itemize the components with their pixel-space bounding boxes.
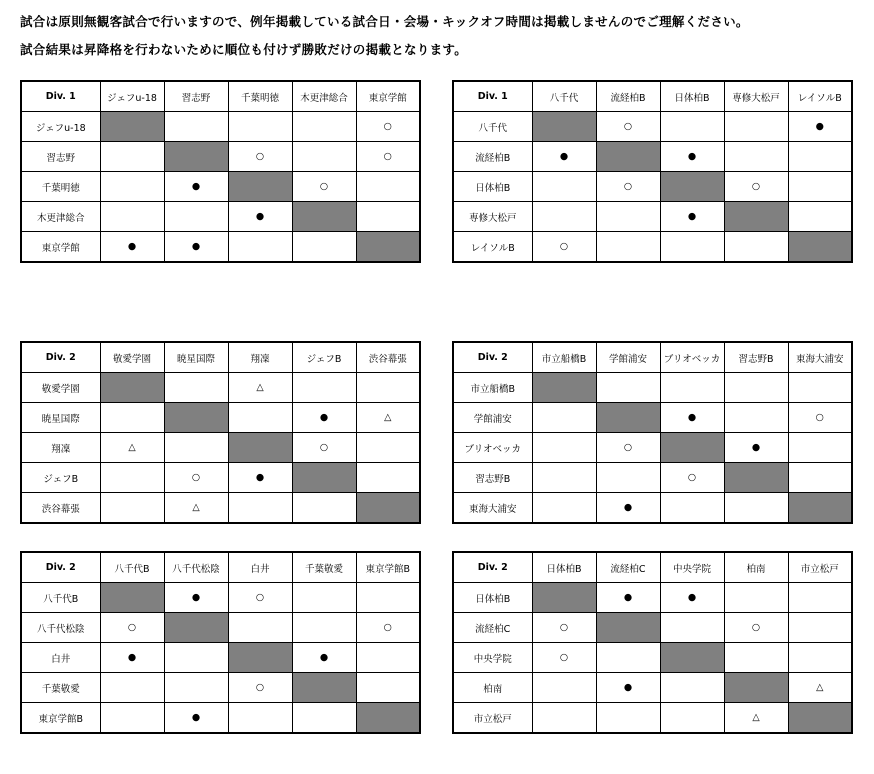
- league-table-div1-b: [452, 80, 853, 263]
- result-cell: △: [228, 373, 292, 403]
- table-row: [21, 142, 420, 172]
- result-cell: [292, 493, 356, 524]
- result-cell: [100, 493, 164, 524]
- result-cell: ●: [100, 232, 164, 263]
- result-cell: [164, 202, 228, 232]
- self-match-cell: [596, 613, 660, 643]
- result-cell: ○: [724, 613, 788, 643]
- self-match-cell: [100, 373, 164, 403]
- result-cell: [788, 142, 852, 172]
- result-cell: △: [788, 673, 852, 703]
- result-cell: [724, 232, 788, 263]
- result-cell: [356, 202, 420, 232]
- result-cell: [100, 403, 164, 433]
- column-team-name: 東海大浦安: [788, 342, 852, 373]
- column-team-name: 中央学院: [660, 552, 724, 583]
- row-team-name: 木更津総合: [21, 202, 100, 232]
- self-match-cell: [292, 202, 356, 232]
- result-cell: ●: [596, 583, 660, 613]
- self-match-cell: [532, 373, 596, 403]
- result-cell: [532, 673, 596, 703]
- header-row: [21, 81, 420, 112]
- division-label: Div. 1: [453, 81, 532, 112]
- table-row: [21, 433, 420, 463]
- result-cell: △: [356, 403, 420, 433]
- table-row: [21, 232, 420, 263]
- table-row: [21, 703, 420, 734]
- table-row: [21, 403, 420, 433]
- result-cell: [228, 493, 292, 524]
- result-cell: [164, 433, 228, 463]
- column-team-name: 学館浦安: [596, 342, 660, 373]
- result-cell: ●: [788, 112, 852, 142]
- row-team-name: 日体柏B: [453, 583, 532, 613]
- table-row: [453, 643, 852, 673]
- result-cell: [292, 112, 356, 142]
- column-team-name: 千葉明徳: [228, 81, 292, 112]
- header-row: [21, 552, 420, 583]
- result-cell: [660, 373, 724, 403]
- table-row: [453, 373, 852, 403]
- self-match-cell: [532, 112, 596, 142]
- notice-no-spectators: 試合は原則無観客試合で行いますので、例年掲載している試合日・会場・キックオフ時間は掲載しませんのでご理解ください。: [20, 14, 749, 29]
- table-row: [21, 373, 420, 403]
- result-cell: ●: [596, 493, 660, 524]
- column-team-name: 流経柏B: [596, 81, 660, 112]
- result-cell: △: [164, 493, 228, 524]
- row-team-name: 流経柏C: [453, 613, 532, 643]
- result-cell: [292, 613, 356, 643]
- self-match-cell: [228, 643, 292, 673]
- column-team-name: 専修大松戸: [724, 81, 788, 112]
- self-match-cell: [356, 232, 420, 263]
- result-cell: [356, 172, 420, 202]
- result-cell: △: [100, 433, 164, 463]
- header-row: [21, 342, 420, 373]
- result-cell: ●: [660, 202, 724, 232]
- league-table-div1-a: [20, 80, 421, 263]
- result-cell: ○: [100, 613, 164, 643]
- result-cell: [100, 673, 164, 703]
- result-cell: [164, 643, 228, 673]
- self-match-cell: [788, 493, 852, 524]
- table-row: [453, 673, 852, 703]
- header-row: [453, 552, 852, 583]
- row-team-name: 流経柏B: [453, 142, 532, 172]
- result-cell: ●: [292, 643, 356, 673]
- table-row: [21, 613, 420, 643]
- result-cell: ○: [292, 433, 356, 463]
- self-match-cell: [356, 493, 420, 524]
- result-cell: [356, 433, 420, 463]
- table-row: [453, 172, 852, 202]
- result-cell: [532, 703, 596, 734]
- result-cell: [228, 112, 292, 142]
- result-cell: [532, 463, 596, 493]
- result-cell: [228, 403, 292, 433]
- row-team-name: 翔凜: [21, 433, 100, 463]
- result-cell: [724, 643, 788, 673]
- result-cell: [660, 112, 724, 142]
- result-cell: [788, 373, 852, 403]
- result-cell: [724, 493, 788, 524]
- row-team-name: ブリオベッカ: [453, 433, 532, 463]
- result-cell: ○: [356, 112, 420, 142]
- table-row: [453, 232, 852, 263]
- result-cell: ●: [164, 232, 228, 263]
- result-cell: [660, 493, 724, 524]
- result-cell: [532, 433, 596, 463]
- self-match-cell: [228, 433, 292, 463]
- result-cell: [724, 373, 788, 403]
- self-match-cell: [660, 643, 724, 673]
- result-cell: [596, 232, 660, 263]
- column-team-name: 市立船橋B: [532, 342, 596, 373]
- row-team-name: 学館浦安: [453, 403, 532, 433]
- column-team-name: 千葉敬愛: [292, 552, 356, 583]
- result-cell: ○: [356, 142, 420, 172]
- row-team-name: 市立松戸: [453, 703, 532, 734]
- column-team-name: 八千代松陰: [164, 552, 228, 583]
- self-match-cell: [724, 673, 788, 703]
- result-cell: [788, 433, 852, 463]
- table-row: [453, 583, 852, 613]
- table-row: [453, 403, 852, 433]
- result-cell: [356, 583, 420, 613]
- row-team-name: 東京学館: [21, 232, 100, 263]
- header-row: [453, 342, 852, 373]
- table-row: [453, 112, 852, 142]
- result-cell: [788, 583, 852, 613]
- self-match-cell: [164, 403, 228, 433]
- column-team-name: ブリオベッカ: [660, 342, 724, 373]
- table-row: [453, 703, 852, 734]
- result-cell: ○: [532, 232, 596, 263]
- column-team-name: 暁星国際: [164, 342, 228, 373]
- result-cell: [724, 142, 788, 172]
- column-team-name: 柏南: [724, 552, 788, 583]
- row-team-name: ジェフB: [21, 463, 100, 493]
- result-cell: [100, 172, 164, 202]
- division-label: Div. 2: [453, 552, 532, 583]
- result-cell: [724, 403, 788, 433]
- result-cell: [228, 613, 292, 643]
- table-row: [453, 433, 852, 463]
- column-team-name: 東京学館: [356, 81, 420, 112]
- result-cell: [596, 202, 660, 232]
- result-cell: ●: [228, 202, 292, 232]
- result-cell: ○: [532, 643, 596, 673]
- row-team-name: 習志野B: [453, 463, 532, 493]
- result-cell: [164, 112, 228, 142]
- league-table-div2-d: [452, 551, 853, 734]
- self-match-cell: [164, 142, 228, 172]
- row-team-name: レイソルB: [453, 232, 532, 263]
- result-cell: [788, 643, 852, 673]
- column-team-name: 木更津総合: [292, 81, 356, 112]
- table-row: [453, 493, 852, 524]
- self-match-cell: [100, 112, 164, 142]
- table-row: [453, 613, 852, 643]
- league-table-div2-b: [452, 341, 853, 524]
- result-cell: ○: [596, 433, 660, 463]
- notice-results-only: 試合結果は昇降格を行わないために順位も付けず勝敗だけの掲載となります。: [20, 42, 468, 57]
- column-team-name: 日体柏B: [660, 81, 724, 112]
- row-team-name: 日体柏B: [453, 172, 532, 202]
- division-label: Div. 1: [21, 81, 100, 112]
- row-team-name: 中央学院: [453, 643, 532, 673]
- result-cell: ●: [228, 463, 292, 493]
- division-label: Div. 2: [21, 342, 100, 373]
- table-row: [21, 673, 420, 703]
- league-table-div2-c: [20, 551, 421, 734]
- row-team-name: 渋谷幕張: [21, 493, 100, 524]
- result-cell: [724, 112, 788, 142]
- result-cell: [228, 703, 292, 734]
- result-cell: [292, 232, 356, 263]
- row-team-name: 習志野: [21, 142, 100, 172]
- result-cell: [788, 613, 852, 643]
- row-team-name: 八千代松陰: [21, 613, 100, 643]
- result-cell: ○: [532, 613, 596, 643]
- result-cell: ●: [164, 172, 228, 202]
- row-team-name: 柏南: [453, 673, 532, 703]
- self-match-cell: [660, 172, 724, 202]
- result-cell: ●: [164, 583, 228, 613]
- result-cell: [164, 673, 228, 703]
- column-team-name: 白井: [228, 552, 292, 583]
- table-row: [453, 463, 852, 493]
- self-match-cell: [532, 583, 596, 613]
- table-row: [21, 583, 420, 613]
- self-match-cell: [356, 703, 420, 734]
- column-team-name: ジェフB: [292, 342, 356, 373]
- result-cell: [292, 373, 356, 403]
- result-cell: ●: [724, 433, 788, 463]
- row-team-name: 市立船橋B: [453, 373, 532, 403]
- result-cell: [228, 232, 292, 263]
- result-cell: ●: [660, 142, 724, 172]
- self-match-cell: [724, 463, 788, 493]
- result-cell: [100, 703, 164, 734]
- column-team-name: 日体柏B: [532, 552, 596, 583]
- result-cell: [788, 172, 852, 202]
- column-team-name: 渋谷幕張: [356, 342, 420, 373]
- result-cell: [660, 232, 724, 263]
- result-cell: ●: [660, 583, 724, 613]
- table-row: [21, 463, 420, 493]
- result-cell: [532, 172, 596, 202]
- table-row: [21, 643, 420, 673]
- self-match-cell: [292, 673, 356, 703]
- row-team-name: 専修大松戸: [453, 202, 532, 232]
- result-cell: [356, 643, 420, 673]
- table-row: [21, 202, 420, 232]
- result-cell: [356, 373, 420, 403]
- result-cell: ○: [164, 463, 228, 493]
- column-team-name: レイソルB: [788, 81, 852, 112]
- column-team-name: 東京学館B: [356, 552, 420, 583]
- table-row: [453, 142, 852, 172]
- result-cell: [596, 643, 660, 673]
- column-team-name: 流経柏C: [596, 552, 660, 583]
- row-team-name: 八千代B: [21, 583, 100, 613]
- column-team-name: 翔凜: [228, 342, 292, 373]
- result-cell: ○: [356, 613, 420, 643]
- table-row: [21, 493, 420, 524]
- self-match-cell: [724, 202, 788, 232]
- column-team-name: 習志野B: [724, 342, 788, 373]
- result-cell: [292, 583, 356, 613]
- result-cell: ●: [596, 673, 660, 703]
- result-cell: [788, 463, 852, 493]
- row-team-name: 八千代: [453, 112, 532, 142]
- division-label: Div. 2: [21, 552, 100, 583]
- result-cell: ○: [228, 673, 292, 703]
- row-team-name: ジェフu-18: [21, 112, 100, 142]
- column-team-name: 習志野: [164, 81, 228, 112]
- self-match-cell: [788, 703, 852, 734]
- row-team-name: 暁星国際: [21, 403, 100, 433]
- result-cell: ●: [292, 403, 356, 433]
- self-match-cell: [596, 142, 660, 172]
- result-cell: [788, 202, 852, 232]
- result-cell: [596, 703, 660, 734]
- result-cell: [292, 142, 356, 172]
- self-match-cell: [292, 463, 356, 493]
- result-cell: [532, 403, 596, 433]
- result-cell: ●: [100, 643, 164, 673]
- result-cell: [100, 463, 164, 493]
- table-row: [21, 172, 420, 202]
- row-team-name: 白井: [21, 643, 100, 673]
- result-cell: [356, 673, 420, 703]
- result-cell: ○: [292, 172, 356, 202]
- result-cell: ○: [596, 172, 660, 202]
- self-match-cell: [788, 232, 852, 263]
- row-team-name: 敬愛学園: [21, 373, 100, 403]
- result-cell: ○: [596, 112, 660, 142]
- result-cell: [356, 463, 420, 493]
- self-match-cell: [228, 172, 292, 202]
- column-team-name: 八千代B: [100, 552, 164, 583]
- result-cell: ○: [724, 172, 788, 202]
- table-row: [453, 202, 852, 232]
- row-team-name: 東海大浦安: [453, 493, 532, 524]
- column-team-name: 敬愛学園: [100, 342, 164, 373]
- row-team-name: 東京学館B: [21, 703, 100, 734]
- result-cell: ●: [532, 142, 596, 172]
- result-cell: [164, 373, 228, 403]
- row-team-name: 千葉明徳: [21, 172, 100, 202]
- self-match-cell: [596, 403, 660, 433]
- result-cell: [660, 613, 724, 643]
- result-cell: ○: [228, 142, 292, 172]
- result-cell: ●: [164, 703, 228, 734]
- result-cell: [532, 493, 596, 524]
- result-cell: ●: [660, 403, 724, 433]
- self-match-cell: [100, 583, 164, 613]
- division-label: Div. 2: [453, 342, 532, 373]
- self-match-cell: [660, 433, 724, 463]
- result-cell: ○: [660, 463, 724, 493]
- result-cell: [724, 583, 788, 613]
- result-cell: [660, 673, 724, 703]
- row-team-name: 千葉敬愛: [21, 673, 100, 703]
- header-row: [453, 81, 852, 112]
- result-cell: [596, 373, 660, 403]
- league-table-div2-a: [20, 341, 421, 524]
- column-team-name: 市立松戸: [788, 552, 852, 583]
- result-cell: [292, 703, 356, 734]
- result-cell: △: [724, 703, 788, 734]
- result-cell: ○: [228, 583, 292, 613]
- self-match-cell: [164, 613, 228, 643]
- result-cell: ○: [788, 403, 852, 433]
- result-cell: [100, 202, 164, 232]
- column-team-name: 八千代: [532, 81, 596, 112]
- table-row: [21, 112, 420, 142]
- result-cell: [596, 463, 660, 493]
- result-cell: [532, 202, 596, 232]
- result-cell: [660, 703, 724, 734]
- result-cell: [100, 142, 164, 172]
- column-team-name: ジェフu-18: [100, 81, 164, 112]
